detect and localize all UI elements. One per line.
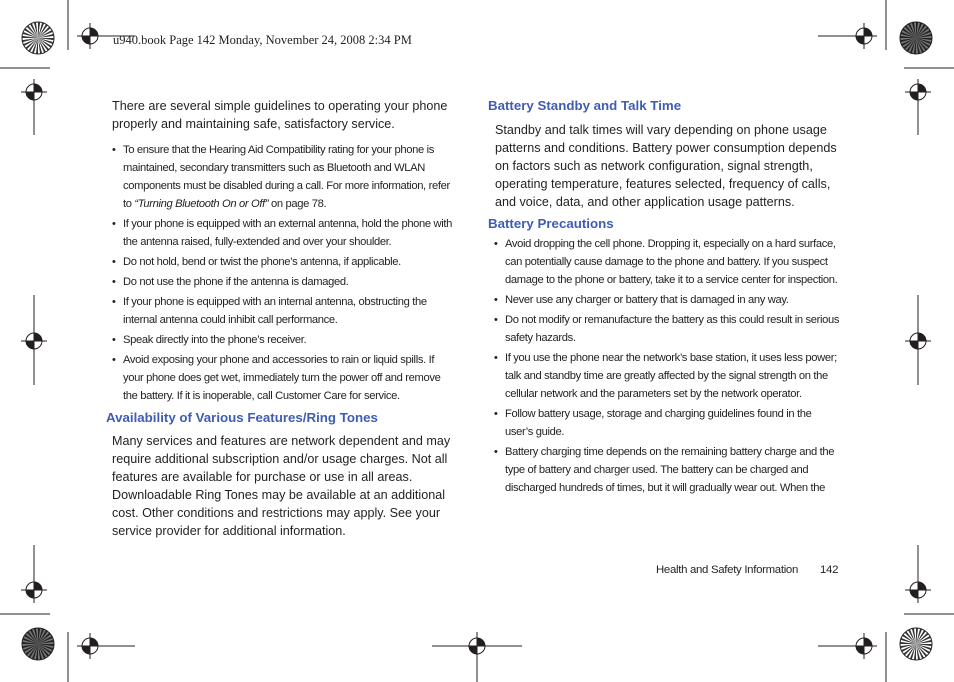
bullet-icon: • — [494, 408, 498, 420]
bullet-icon: • — [112, 256, 116, 268]
footer-section-title: Health and Safety Information — [656, 564, 798, 576]
list-item: • Follow battery usage, storage and charging guidelines found in the user’s guide. — [488, 405, 840, 441]
bullet-icon: • — [494, 238, 498, 250]
intro-paragraph: There are several simple guidelines to operating your phone properly and maintaining safe, satisfactory service. — [112, 99, 448, 131]
standby-paragraph: Standby and talk times will vary depending on phone usage patterns and conditions. Battery power consumption depends on factors such as network configuration, signal strength, operating temperature, features selected, frequency of calls, and voice, data, and other application usage patterns. — [495, 123, 837, 209]
bullet-icon: • — [112, 218, 116, 230]
list-item: • If your phone is equipped with an external antenna, hold the phone with the antenna raised, fully-extended and over your shoulder. — [106, 215, 456, 251]
precautions-list — [488, 235, 840, 497]
bullet-icon: • — [112, 144, 116, 156]
bullet-icon: • — [494, 294, 498, 306]
page-footer — [656, 564, 838, 576]
list-item: • Battery charging time depends on the remaining battery charge and the type of battery and charger used. The battery can be charged and discharged hundreds of times, but it will gradually wear out. When the — [488, 443, 840, 497]
left-column — [106, 97, 456, 540]
availability-heading: Availability of Various Features/Ring Tones — [106, 410, 378, 425]
print-slug: u940.book Page 142 Monday, November 24, 2008 2:34 PM — [113, 33, 412, 47]
list-item: • If you use the phone near the network’s base station, it uses less power; talk and standby time are greatly affected by the signal strength on the cellular network and the parameters set by the network operator. — [488, 349, 840, 403]
bullet-icon: • — [494, 446, 498, 458]
list-item: • Do not hold, bend or twist the phone’s antenna, if applicable. — [106, 253, 456, 271]
bullet-icon: • — [494, 314, 498, 326]
bullet-icon: • — [494, 352, 498, 364]
bullet-icon: • — [112, 296, 116, 308]
starburst-mark-icon — [22, 628, 54, 660]
list-item: • If your phone is equipped with an internal antenna, obstructing the internal antenna could inhibit call performance. — [106, 293, 456, 329]
precautions-heading: Battery Precautions — [488, 216, 614, 231]
list-item: • Avoid dropping the cell phone. Dropping it, especially on a hard surface, can potentially cause damage to the phone and battery. If you suspect damage to the phone or battery, take it to a service center for inspection. — [488, 235, 840, 289]
list-item: • Do not modify or remanufacture the battery as this could result in serious safety hazards. — [488, 311, 840, 347]
starburst-mark-icon — [900, 628, 932, 660]
guidelines-list — [106, 141, 456, 405]
page-number: 142 — [820, 564, 839, 576]
starburst-mark-icon — [22, 22, 54, 54]
bullet-icon: • — [112, 276, 116, 288]
availability-paragraph: Many services and features are network dependent and may require additional subscription and/or usage charges. Not all features are available for purchase or use in all areas. Downloadable Ring Tones may be available at an additional cost. Other conditions and restrictions may apply. See your service provider for additional information. — [112, 434, 451, 538]
list-item: • Avoid exposing your phone and accessories to rain or liquid spills. If your phone does get wet, immediately turn the power off and remove the battery. If it is inoperable, call Customer Care for service. — [106, 351, 456, 405]
standby-heading: Battery Standby and Talk Time — [488, 98, 682, 113]
starburst-mark-icon — [900, 22, 932, 54]
list-item: • Never use any charger or battery that is damaged in any way. — [488, 291, 840, 309]
list-item: • Speak directly into the phone’s receiver. — [106, 331, 456, 349]
list-item: • To ensure that the Hearing Aid Compatibility rating for your phone is maintained, secondary transmitters such as Bluetooth and WLAN components must be disabled during a call. For more information, refer to “Turning Bluetooth On or Off” on page 78. — [106, 141, 456, 213]
bullet-icon: • — [112, 354, 116, 366]
list-item: • Do not use the phone if the antenna is damaged. — [106, 273, 456, 291]
right-column — [488, 97, 840, 499]
cross-reference: “Turning Bluetooth On or Off” — [134, 198, 269, 210]
bullet-icon: • — [112, 334, 116, 346]
